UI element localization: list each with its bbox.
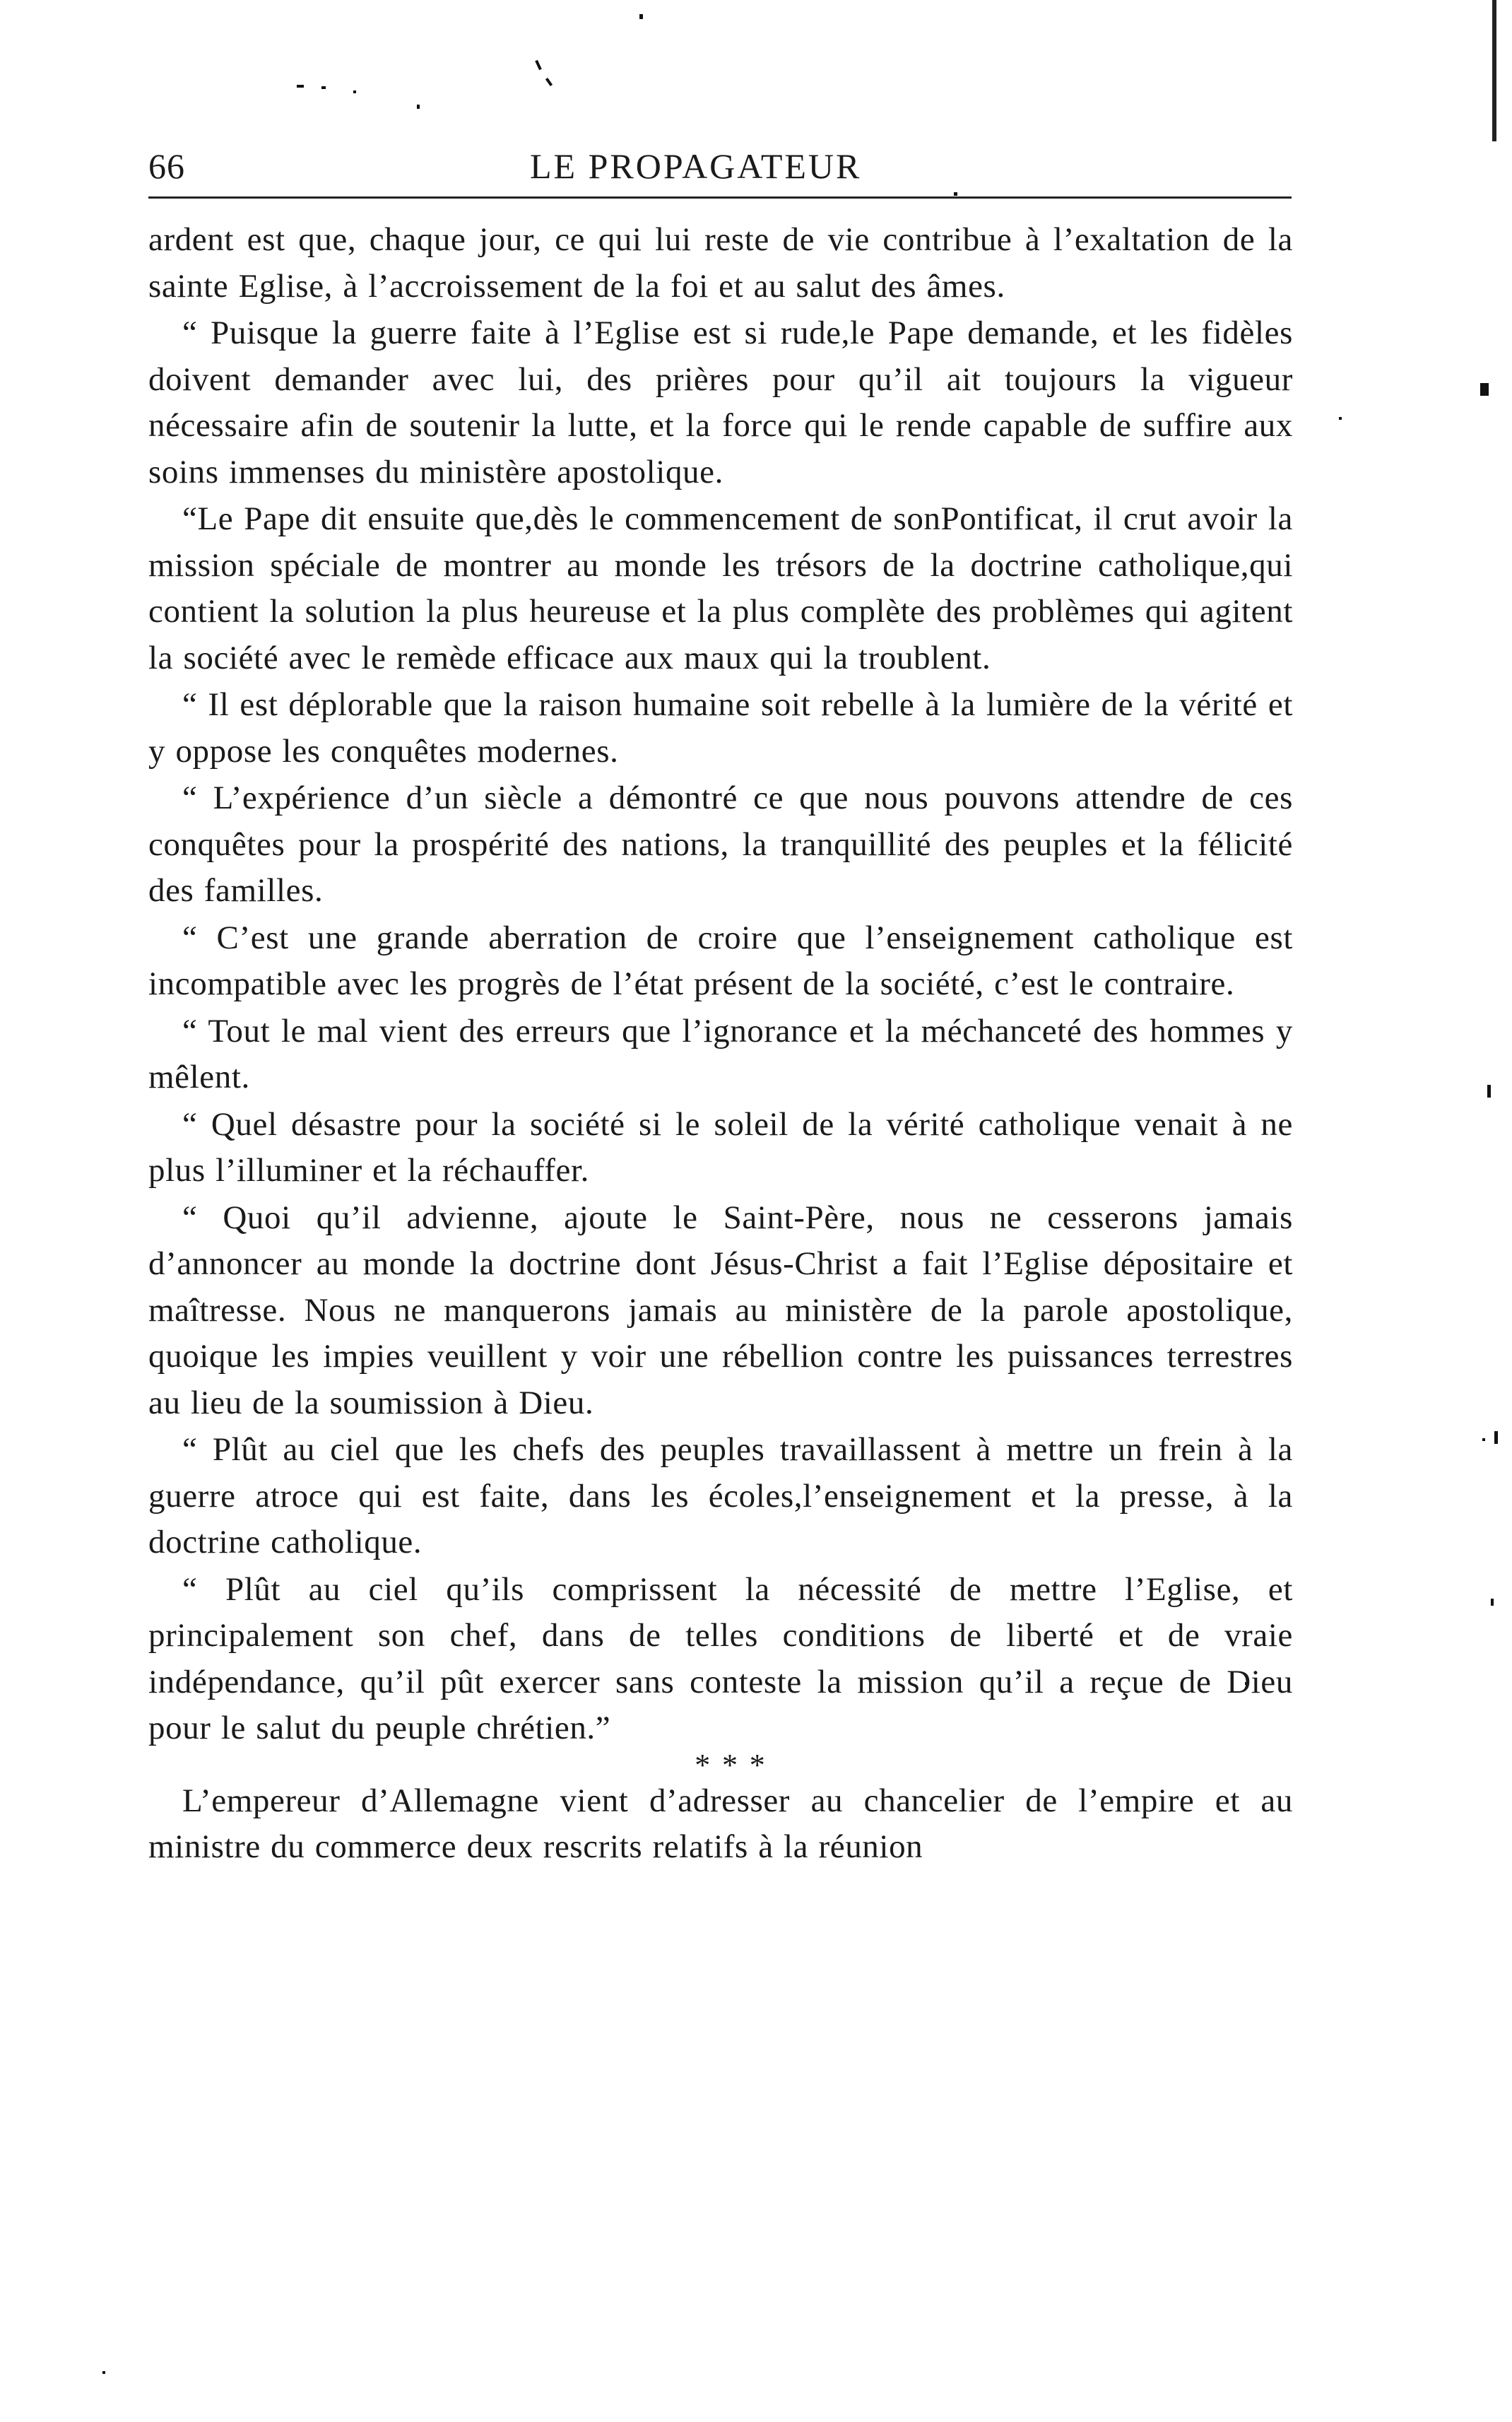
scan-speck: [1487, 1085, 1491, 1098]
section-break-asterism: * * *: [695, 1747, 768, 1782]
running-title: LE PROPAGATEUR: [530, 146, 862, 186]
scan-speck: [1494, 1431, 1498, 1444]
running-head: [148, 141, 1293, 191]
scan-speck: [545, 78, 553, 86]
paragraph: “ Puisque la guerre faite à l’Eglise est si rude,le Pape demande, et les fidèles doivent demander avec lui, des prières pour qu’il ait toujours la vigueur nécessaire afin de soutenir la lutte, et la force qui le rende capable de suffire aux soins immenses du ministère apostolique.: [148, 314, 1293, 490]
book-page: [148, 141, 1293, 1871]
paragraph: “ Plût au ciel qu’ils comprissent la nécessité de mettre l’Eglise, et principalement son chef, dans de telles conditions de liberté et de vraie indépendance, qu’il pût exercer sans conteste la mission qu’il a reçue de Dieu pour le salut du peuple chrétien.”: [148, 1570, 1293, 1746]
scan-speck: [1491, 1599, 1494, 1606]
paragraph: “ Quoi qu’il advienne, ajoute le Saint-Père, nous ne cesserons jamais d’annoncer au monde la doctrine dont Jésus-Christ a fait l’Eglise dépositaire et maîtresse. Nous ne manquerons jamais au ministère de la parole apostolique, quoique les impies veuillent y voir une rébellion contre les puissances terrestres au lieu de la soumission à Dieu.: [148, 1199, 1293, 1421]
scan-speck: [321, 86, 326, 89]
paragraph: “ C’est une grande aberration de croire que l’enseignement catholique est incompatible avec les progrès de l’état présent de la société, c’est le contraire.: [148, 919, 1293, 1002]
header-rule: [148, 196, 1292, 199]
paragraph: “ Il est déplorable que la raison humaine soit rebelle à la lumière de la vérité et y oppose les conquêtes modernes.: [148, 686, 1293, 770]
scan-speck: [1480, 383, 1489, 396]
paragraph: “ Tout le mal vient des erreurs que l’ignorance et la méchanceté des hommes y mêlent.: [148, 1012, 1293, 1095]
scan-speck: [535, 60, 542, 70]
paragraph: ardent est que, chaque jour, ce qui lui reste de vie contribue à l’exaltation de la sainte Eglise, à l’accroissement de la foi et au salut des âmes.: [148, 221, 1293, 305]
paragraph: “ L’expérience d’un siècle a démontré ce que nous pouvons attendre de ces conquêtes pour la prospérité des nations, la tranquillité des peuples et la félicité des familles.: [148, 780, 1293, 909]
scan-speck: [102, 2371, 105, 2374]
scan-edge-line: [1492, 0, 1496, 141]
paragraph: “Le Pape dit ensuite que,dès le commencement de sonPontificat, il crut avoir la mission spéciale de montrer au monde les trésors de la doctrine catholique,qui contient la solution la plus heureuse et la plus complète des problèmes qui agitent la société avec le remède efficace aux maux qui la troublent.: [148, 500, 1293, 676]
scan-speck: [639, 14, 643, 19]
paragraph: “ Plût au ciel que les chefs des peuples travaillassent à mettre un frein à la guerre atroce qui est faite, dans les écoles,l’enseignement et la presse, à la doctrine catholique.: [148, 1431, 1293, 1560]
scan-speck: [1482, 1438, 1485, 1441]
closing-paragraph: L’empereur d’Allemagne vient d’adresser au chancelier de l’empire et au ministre du commerce deux rescrits relatifs à la réunion: [148, 1782, 1293, 1865]
page-number: 66: [148, 146, 185, 186]
body-text: [148, 217, 1293, 1871]
scan-speck: [1339, 417, 1342, 420]
scan-speck: [353, 90, 356, 93]
scan-speck: [417, 105, 420, 109]
paragraph: “ Quel désastre pour la société si le soleil de la vérité catholique venait à ne plus l’illuminer et la réchauffer.: [148, 1105, 1293, 1189]
scan-speck: [297, 85, 304, 88]
